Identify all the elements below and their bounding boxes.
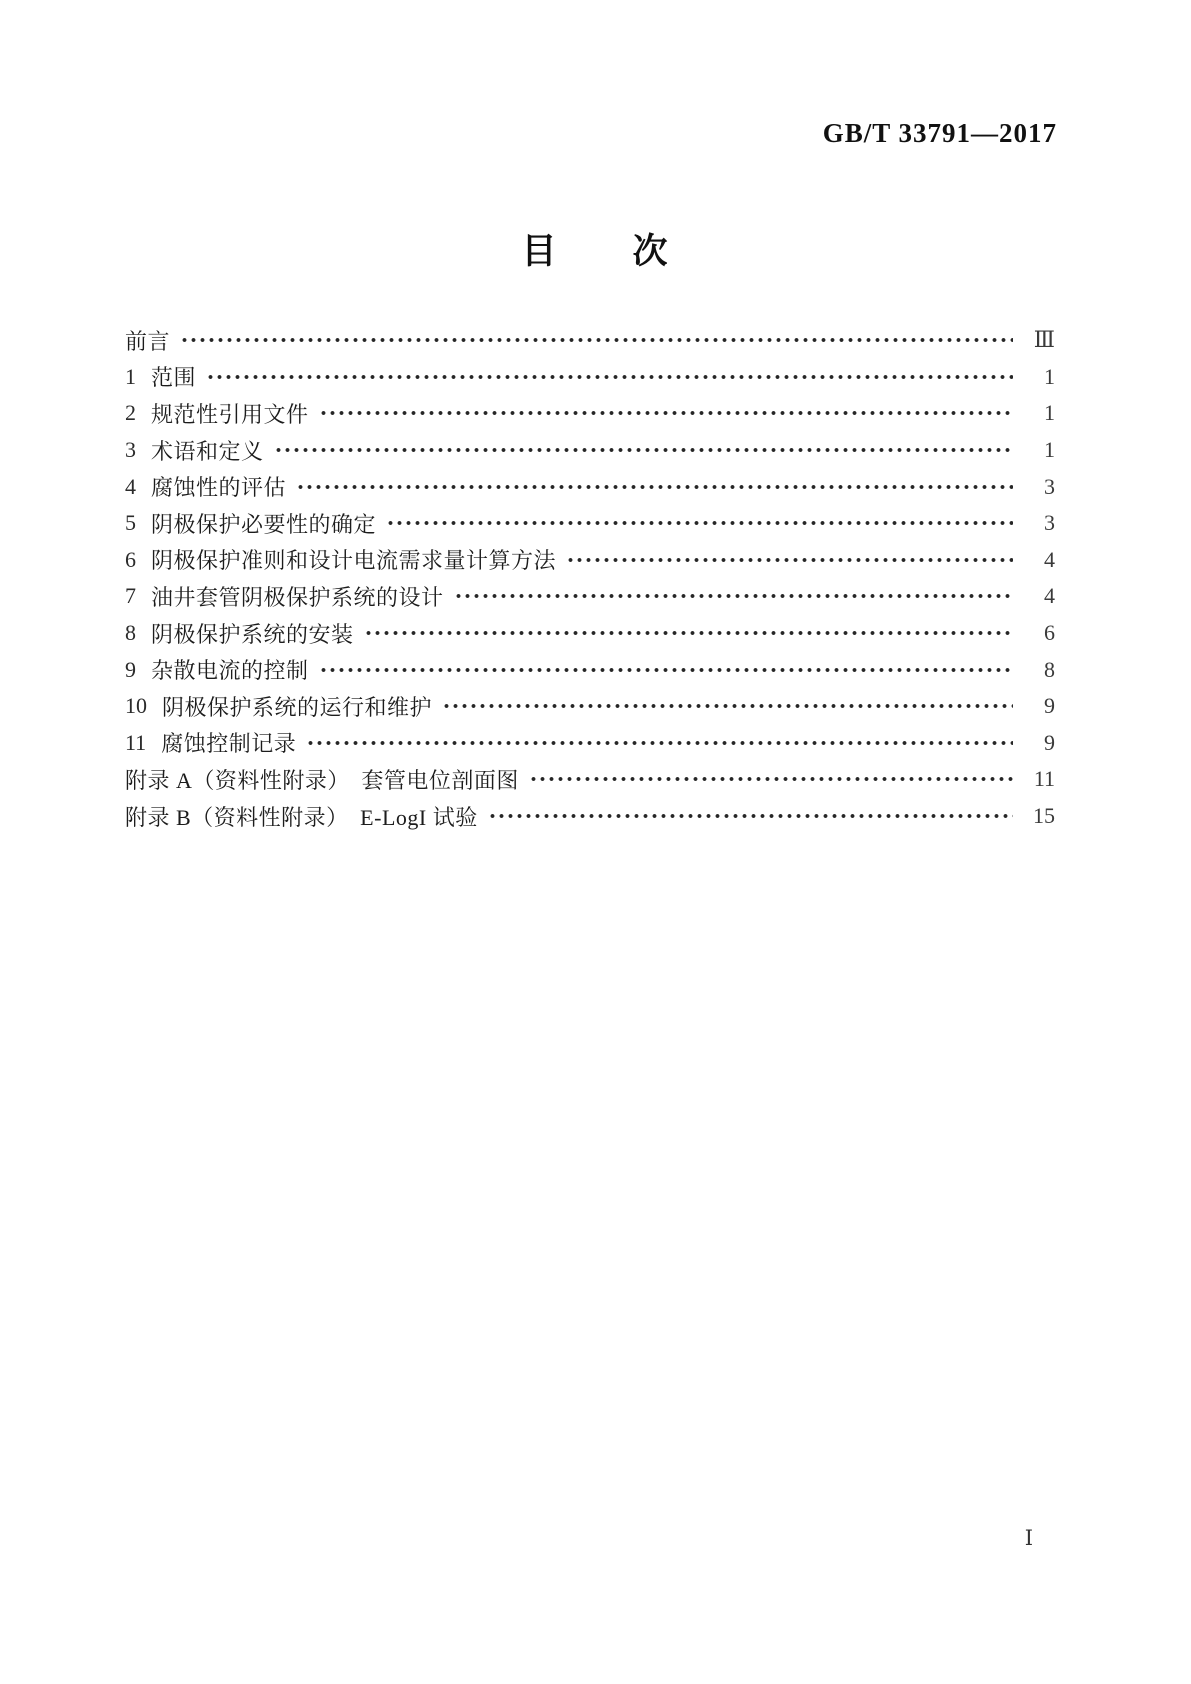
toc-entry-page: 1 — [1044, 437, 1055, 463]
dot-leader — [206, 366, 1013, 388]
toc-entry-number: 9 — [125, 656, 136, 682]
toc-entry-number: 7 — [125, 583, 136, 609]
toc-entry-page: 1 — [1044, 400, 1055, 426]
toc-entry-label: 规范性引用文件 — [151, 401, 309, 427]
toc-entry — [125, 651, 1055, 688]
toc-entry-number: 4 — [125, 473, 136, 499]
toc-entry-page: 6 — [1044, 620, 1055, 646]
toc-entry-page: 8 — [1044, 656, 1055, 682]
folio-page-number: Ⅰ — [1024, 1526, 1033, 1550]
toc-entry — [125, 798, 1055, 835]
toc-entry-number: 6 — [125, 546, 136, 572]
dot-leader — [274, 439, 1013, 461]
dot-leader — [442, 695, 1013, 717]
toc-entry — [125, 505, 1055, 542]
dot-leader — [180, 329, 1013, 351]
dot-leader — [488, 805, 1013, 827]
toc-entry-number: 3 — [125, 437, 136, 463]
dot-leader — [386, 512, 1013, 534]
toc-entry-number: 2 — [125, 400, 136, 426]
table-of-contents — [125, 322, 1055, 834]
toc-entry — [125, 761, 1055, 798]
toc-entry-number: 10 — [125, 693, 147, 719]
toc-entry-page: 3 — [1044, 473, 1055, 499]
toc-entry-label: 范围 — [151, 365, 197, 391]
toc-entry-label: 腐蚀控制记录 — [161, 731, 297, 757]
dot-leader — [306, 732, 1013, 754]
toc-entry-page: 4 — [1044, 583, 1055, 609]
toc-entry-page: 4 — [1044, 546, 1055, 572]
standard-number-header: GB/T 33791—2017 — [822, 118, 1057, 148]
toc-entry-label: 附录 B（资料性附录） E-LogI 试验 — [125, 804, 478, 830]
toc-entry — [125, 615, 1055, 652]
dot-leader — [454, 585, 1013, 607]
toc-entry-label: 阴极保护准则和设计电流需求量计算方法 — [151, 548, 557, 574]
toc-entry — [125, 542, 1055, 579]
page-title: 目 次 — [521, 232, 670, 271]
toc-entry-label: 前言 — [125, 328, 171, 354]
dot-leader — [529, 768, 1013, 790]
toc-entry-label: 杂散电流的控制 — [151, 658, 309, 684]
toc-entry-label: 术语和定义 — [151, 438, 264, 464]
toc-entry-label: 油井套管阴极保护系统的设计 — [151, 584, 444, 610]
toc-entry-label: 阴极保护系统的安装 — [151, 621, 354, 647]
dot-leader — [566, 549, 1013, 571]
toc-entry — [125, 432, 1055, 469]
toc-entry-number: 1 — [125, 363, 136, 389]
toc-entry-page: 9 — [1044, 693, 1055, 719]
dot-leader — [296, 476, 1013, 498]
toc-entry — [125, 578, 1055, 615]
toc-entry-page: Ⅲ — [1033, 327, 1055, 353]
toc-entry-number: 11 — [125, 729, 147, 755]
toc-entry-page: 9 — [1044, 729, 1055, 755]
toc-entry — [125, 688, 1055, 725]
toc-entry-label: 附录 A（资料性附录） 套管电位剖面图 — [125, 767, 519, 793]
dot-leader — [364, 622, 1013, 644]
toc-entry-label: 阴极保护系统的运行和维护 — [162, 694, 433, 720]
toc-entry — [125, 359, 1055, 396]
toc-entry-page: 3 — [1044, 510, 1055, 536]
toc-entry-page: 1 — [1044, 363, 1055, 389]
toc-entry — [125, 395, 1055, 432]
toc-entry-number: 8 — [125, 620, 136, 646]
toc-entry-label: 阴极保护必要性的确定 — [151, 511, 377, 537]
toc-entry — [125, 725, 1055, 762]
toc-entry-page: 15 — [1033, 803, 1055, 829]
toc-entry — [125, 468, 1055, 505]
toc-entry-label: 腐蚀性的评估 — [151, 475, 287, 501]
toc-entry-number: 5 — [125, 510, 136, 536]
dot-leader — [319, 402, 1013, 424]
dot-leader — [319, 659, 1013, 681]
toc-entry — [125, 322, 1055, 359]
toc-entry-page: 11 — [1033, 766, 1055, 792]
